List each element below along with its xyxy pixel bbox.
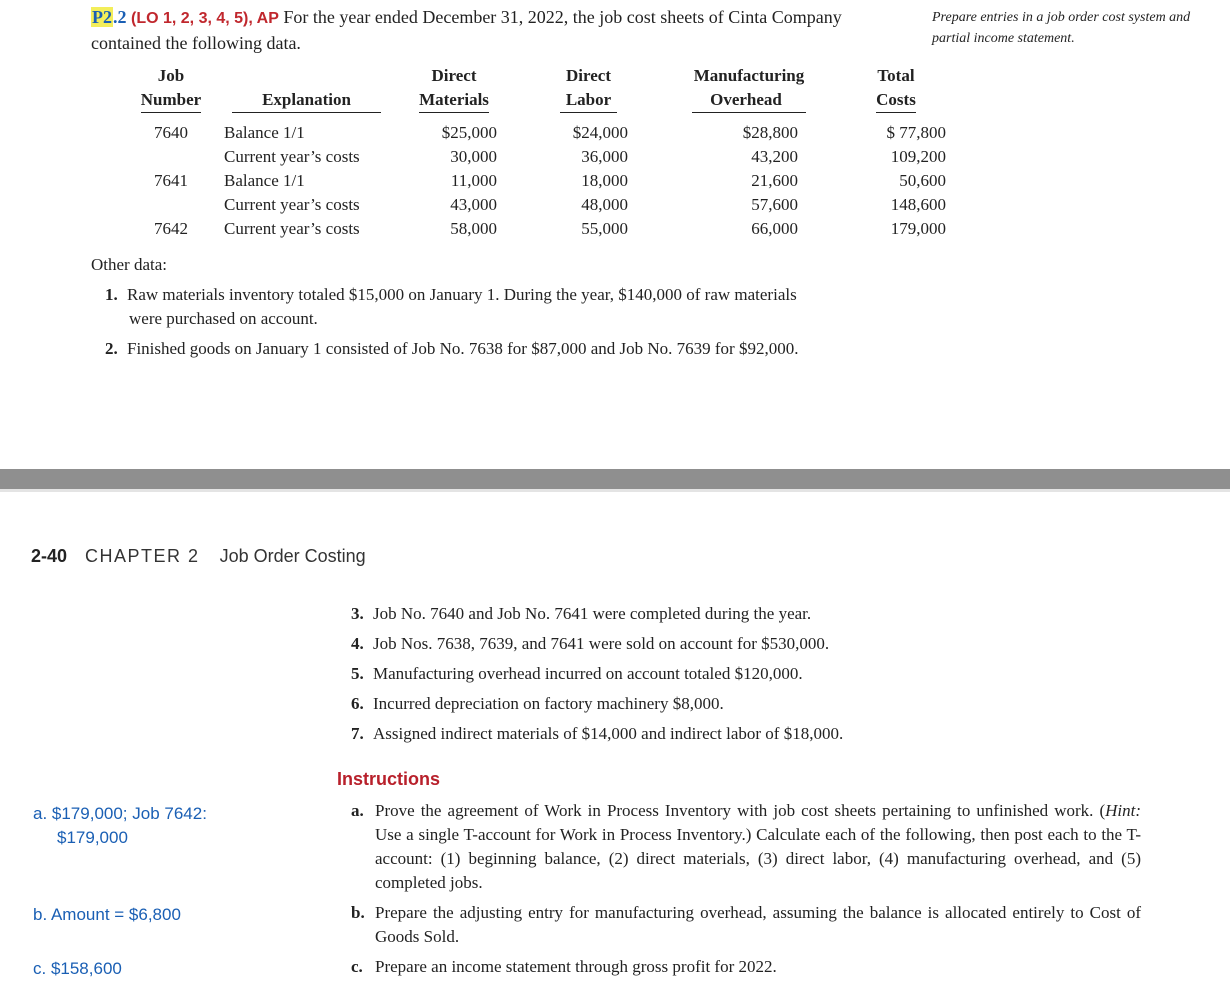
cell-dm: 58,000 — [450, 219, 497, 238]
cell-dl: 48,000 — [581, 195, 628, 214]
other-data-item-1 — [105, 283, 905, 331]
header-tc-l1: Total — [877, 66, 915, 85]
cell-explanation: Current year’s costs — [224, 147, 360, 166]
instruction-text: Prove the agreement of Work in Process Inventory with job cost sheets pertaining to unfinished work. (Hint: Use a single T-account for Work in Process Inventory.) Calculate each of the following, then post each to the T-account: (1) beginning balance, (2) direct materials, (3) direct labor, (4) manufacturing overhead, and (5) completed jobs. — [375, 801, 1141, 892]
cell-tc: 148,600 — [890, 195, 946, 214]
table-header-row-1 — [118, 64, 952, 88]
instruction-label: a. — [351, 801, 364, 820]
header-dm-l1: Direct — [431, 66, 477, 85]
header-job-l1: Job — [157, 66, 185, 85]
cell-job — [118, 145, 224, 169]
page-separator — [0, 469, 1230, 492]
answer-a — [33, 802, 207, 850]
other-data-item-3 — [351, 602, 811, 626]
cell-dm: $25,000 — [441, 123, 497, 142]
problem-number-suffix: .2 — [113, 7, 127, 27]
item-text-line2: were purchased on account. — [129, 309, 318, 328]
header-mo-l2: Overhead — [692, 89, 806, 113]
header-job-l2: Number — [141, 89, 201, 113]
instruction-c — [351, 955, 1141, 979]
item-number: 1. — [105, 285, 118, 304]
job-cost-table — [118, 64, 952, 241]
item-number: 5. — [351, 664, 364, 683]
problem-intro: For the year ended December 31, 2022, the job cost sheets of Cinta Company contained the following data. — [91, 7, 842, 53]
cell-dm: 30,000 — [450, 147, 497, 166]
header-mo-l1: Manufacturing — [693, 66, 805, 85]
instruction-b — [351, 901, 1141, 949]
side-note: Prepare entries in a job order cost system and partial income statement. — [932, 10, 1191, 46]
item-text: Job Nos. 7638, 7639, and 7641 were sold on account for $530,000. — [373, 634, 830, 653]
problem-heading — [91, 5, 906, 55]
item-text: Incurred depreciation on factory machinery $8,000. — [373, 694, 724, 713]
cell-dl: $24,000 — [572, 123, 628, 142]
learning-objectives: (LO 1, 2, 3, 4, 5), AP — [131, 10, 279, 27]
chapter-label: CHAPTER 2 — [85, 546, 200, 566]
table-header-row-2 — [118, 88, 952, 113]
answer-a-line2: $179,000 — [57, 828, 128, 847]
cell-mo: 57,600 — [751, 195, 798, 214]
item-text: Finished goods on January 1 consisted of Job No. 7638 for $87,000 and Job No. 7639 for $92,000. — [127, 339, 799, 358]
other-data-item-6 — [351, 692, 724, 716]
other-data-item-5 — [351, 662, 803, 686]
instruction-text: Prepare an income statement through gross profit for 2022. — [375, 957, 777, 976]
header-explanation: Explanation — [232, 89, 381, 113]
item-number: 7. — [351, 724, 364, 743]
answer-b: b. Amount = $6,800 — [33, 905, 181, 924]
cell-job: 7640 — [154, 123, 188, 142]
instructions-heading: Instructions — [337, 769, 441, 789]
cell-mo: 66,000 — [751, 219, 798, 238]
answer-c: c. $158,600 — [33, 959, 122, 978]
hint-label: Hint: — [1105, 801, 1141, 820]
item-text: Job No. 7640 and Job No. 7641 were completed during the year. — [373, 604, 812, 623]
cell-job: 7641 — [154, 171, 188, 190]
cell-job — [118, 193, 224, 217]
cell-mo: 21,600 — [751, 171, 798, 190]
item-number: 4. — [351, 634, 364, 653]
item-text-line1: Raw materials inventory totaled $15,000 on January 1. During the year, $140,000 of raw materials — [127, 285, 797, 304]
header-dl-l1: Direct — [566, 66, 611, 85]
cell-dl: 55,000 — [581, 219, 628, 238]
cell-tc: 109,200 — [890, 147, 946, 166]
instruction-label: c. — [351, 957, 363, 976]
cell-dm: 43,000 — [450, 195, 497, 214]
cell-mo: 43,200 — [751, 147, 798, 166]
running-head — [31, 544, 366, 568]
table-row — [118, 193, 952, 217]
cell-job: 7642 — [154, 219, 188, 238]
header-tc-l2: Costs — [876, 89, 916, 113]
item-number: 6. — [351, 694, 364, 713]
table-row — [118, 113, 952, 145]
cell-dl: 36,000 — [581, 147, 628, 166]
cell-explanation: Balance 1/1 — [224, 123, 305, 142]
problem-number: P2 — [92, 7, 112, 27]
page-number: 2-40 — [31, 546, 68, 566]
cell-dl: 18,000 — [581, 171, 628, 190]
instruction-a — [351, 799, 1141, 895]
cell-mo: $28,800 — [742, 123, 798, 142]
header-dl-l2: Labor — [560, 89, 617, 113]
other-data-label: Other data: — [91, 255, 167, 274]
other-data-item-2 — [105, 337, 905, 361]
table-row — [118, 145, 952, 169]
cell-explanation: Current year’s costs — [224, 219, 360, 238]
cell-tc: $ 77,800 — [886, 123, 946, 142]
cell-tc: 50,600 — [899, 171, 946, 190]
cell-explanation: Balance 1/1 — [224, 171, 305, 190]
item-text: Assigned indirect materials of $14,000 and indirect labor of $18,000. — [373, 724, 844, 743]
instruction-label: b. — [351, 903, 365, 922]
table-row — [118, 217, 952, 241]
other-data-item-7 — [351, 722, 843, 746]
item-text: Manufacturing overhead incurred on account totaled $120,000. — [373, 664, 803, 683]
cell-tc: 179,000 — [890, 219, 946, 238]
cell-explanation: Current year’s costs — [224, 195, 360, 214]
cell-dm: 11,000 — [450, 171, 497, 190]
header-dm-l2: Materials — [419, 89, 489, 113]
chapter-title: Job Order Costing — [219, 546, 366, 566]
item-number: 3. — [351, 604, 364, 623]
item-number: 2. — [105, 339, 118, 358]
answer-a-line1: a. $179,000; Job 7642: — [33, 804, 207, 823]
other-data-item-4 — [351, 632, 829, 656]
instruction-text: Prepare the adjusting entry for manufacturing overhead, assuming the balance is allocated entirely to Cost of Goods Sold. — [375, 903, 1141, 946]
table-row — [118, 169, 952, 193]
